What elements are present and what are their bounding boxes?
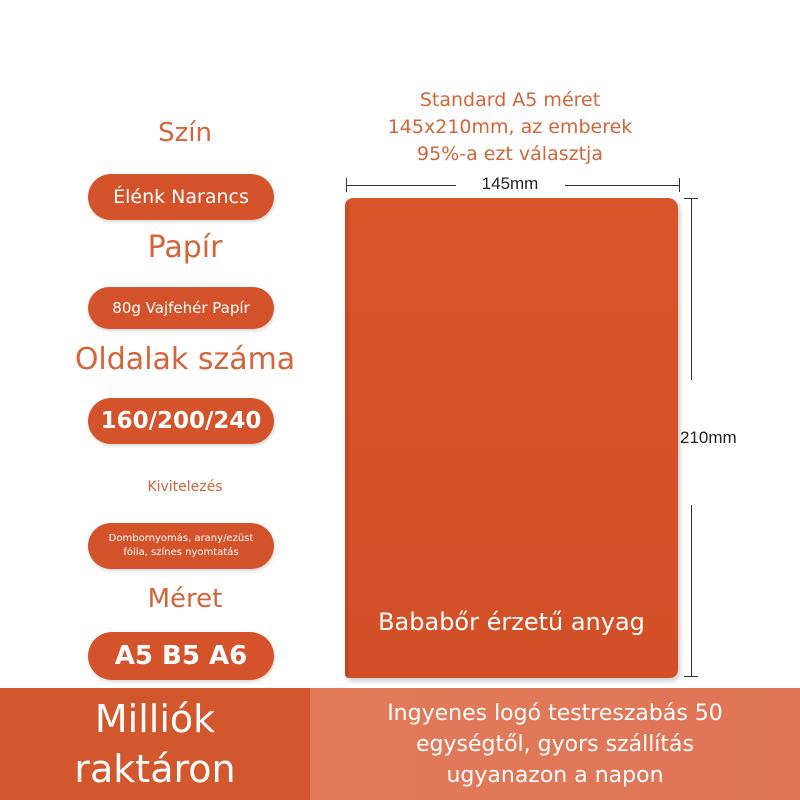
paper-value-badge: 80g Vajfehér Papír	[88, 287, 274, 329]
finish-value-line1: Dombornyomás, arany/ezüst	[108, 533, 254, 544]
notebook-material-text: Bababőr érzetű anyag	[378, 608, 645, 636]
size-label: Méret	[147, 584, 223, 614]
finish-value-badge	[88, 523, 274, 569]
service-line3: ugyanazon a napon	[446, 762, 664, 788]
color-label: Szín	[158, 118, 212, 148]
service-banner	[310, 688, 800, 800]
dimension-caption-line3: 95%-a ezt választja	[417, 143, 603, 165]
notebook-spine-shade	[345, 198, 349, 678]
dimension-caption-line2: 145x210mm, az emberek	[387, 116, 633, 138]
color-value-badge: Élénk Narancs	[88, 174, 274, 220]
stock-banner	[0, 688, 310, 800]
pages-value-badge: 160/200/240	[88, 398, 274, 444]
service-line1: Ingyenes logó testreszabás 50	[387, 700, 723, 726]
stock-line1: Milliók	[94, 697, 216, 741]
size-value-badge: A5 B5 A6	[88, 632, 274, 680]
height-label: 210mm	[680, 428, 737, 447]
paper-label: Papír	[147, 230, 223, 265]
service-line2: egységtől, gyors szállítás	[415, 731, 694, 757]
dimension-caption	[340, 87, 680, 168]
width-label: 145mm	[481, 174, 539, 193]
pages-label: Oldalak száma	[74, 342, 296, 377]
stock-line2: raktáron	[74, 747, 236, 791]
dimension-caption-line1: Standard A5 méret	[419, 89, 601, 111]
finish-label: Kivitelezés	[147, 479, 223, 495]
bottom-banner	[0, 688, 800, 800]
finish-value-line2: fólia, színes nyomtatás	[123, 547, 239, 558]
notebook-cover	[345, 198, 678, 678]
